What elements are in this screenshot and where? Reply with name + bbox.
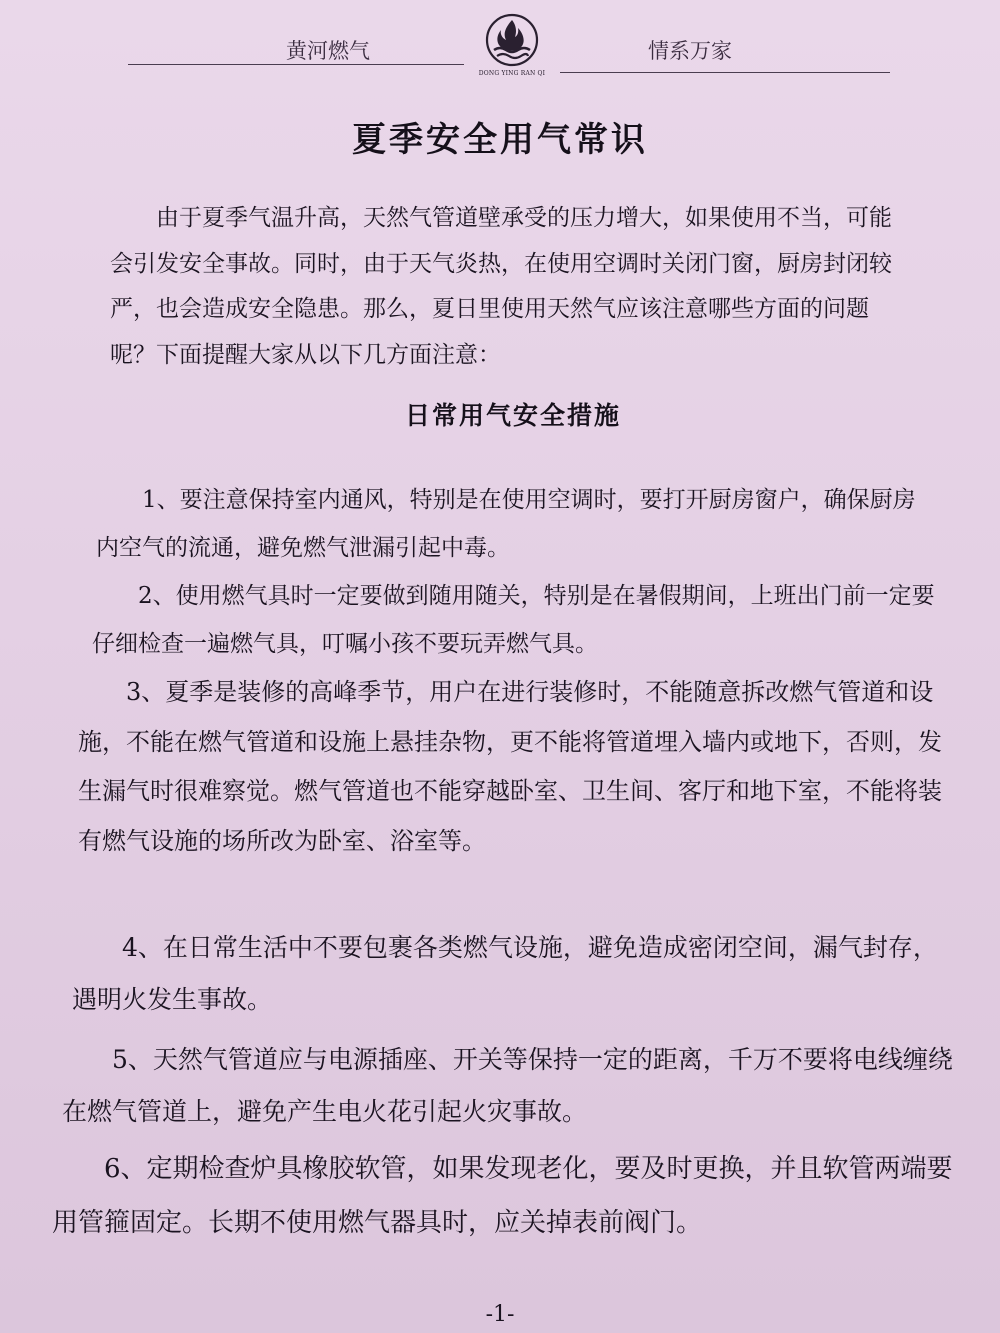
document-title: 夏季安全用气常识 <box>352 120 648 160</box>
safety-item-4: 4、在日常生活中不要包裹各类燃气设施，避免造成密闭空间，漏气封存，遇明火发生事故。 <box>72 933 938 1014</box>
page-number: -1- <box>485 1302 515 1327</box>
safety-item-2: 2、使用燃气具时一定要做到随用随关，特别是在暑假期间，上班出门前一定要仔细检查一遍燃气具，叮嘱小孩不要玩弄燃气具。 <box>92 583 935 657</box>
company-logo <box>472 12 552 82</box>
logo-caption: DONG YING RAN QI <box>478 70 546 77</box>
flame-wave-logo-icon <box>472 12 552 70</box>
header-rule-left <box>128 64 464 65</box>
section-subtitle: 日常用气安全措施 <box>404 401 621 430</box>
safety-item-3: 3、夏季是装修的高峰季节，用户在进行装修时，不能随意拆改燃气管道和设施，不能在燃气管道和设施上悬挂杂物，更不能将管道埋入墙内或地下，否则，发生漏气时很难察觉。燃气管道也不能穿越卧室、卫生间、客厅和地下室，不能将装有燃气设施的场所改为卧室、浴室等。 <box>78 678 942 855</box>
intro-paragraph: 由于夏季气温升高，天然气管道壁承受的压力增大，如果使用不当，可能会引发安全事故。同时，由于天气炎热，在使用空调时关闭门窗，厨房封闭较严，也会造成安全隐患。那么，夏日里使用天然气应该注意哪些方面的问题呢？下面提醒大家从以下几方面注意： <box>110 205 892 368</box>
header-left-text: 黄河燃气 <box>286 39 370 63</box>
safety-item-1: 1、要注意保持室内通风，特别是在使用空调时，要打开厨房窗户，确保厨房内空气的流通，避免燃气泄漏引起中毒。 <box>96 487 916 561</box>
header-rule-right <box>560 72 890 73</box>
safety-item-5: 5、天然气管道应与电源插座、开关等保持一定的距离，千万不要将电线缠绕在燃气管道上，避免产生电火花引起火灾事故。 <box>62 1045 953 1126</box>
header-right-text: 情系万家 <box>648 39 732 63</box>
safety-item-6: 6、定期检查炉具橡胶软管，如果发现老化，要及时更换，并且软管两端要用管箍固定。长期不使用燃气器具时，应关掉表前阀门。 <box>52 1154 953 1238</box>
